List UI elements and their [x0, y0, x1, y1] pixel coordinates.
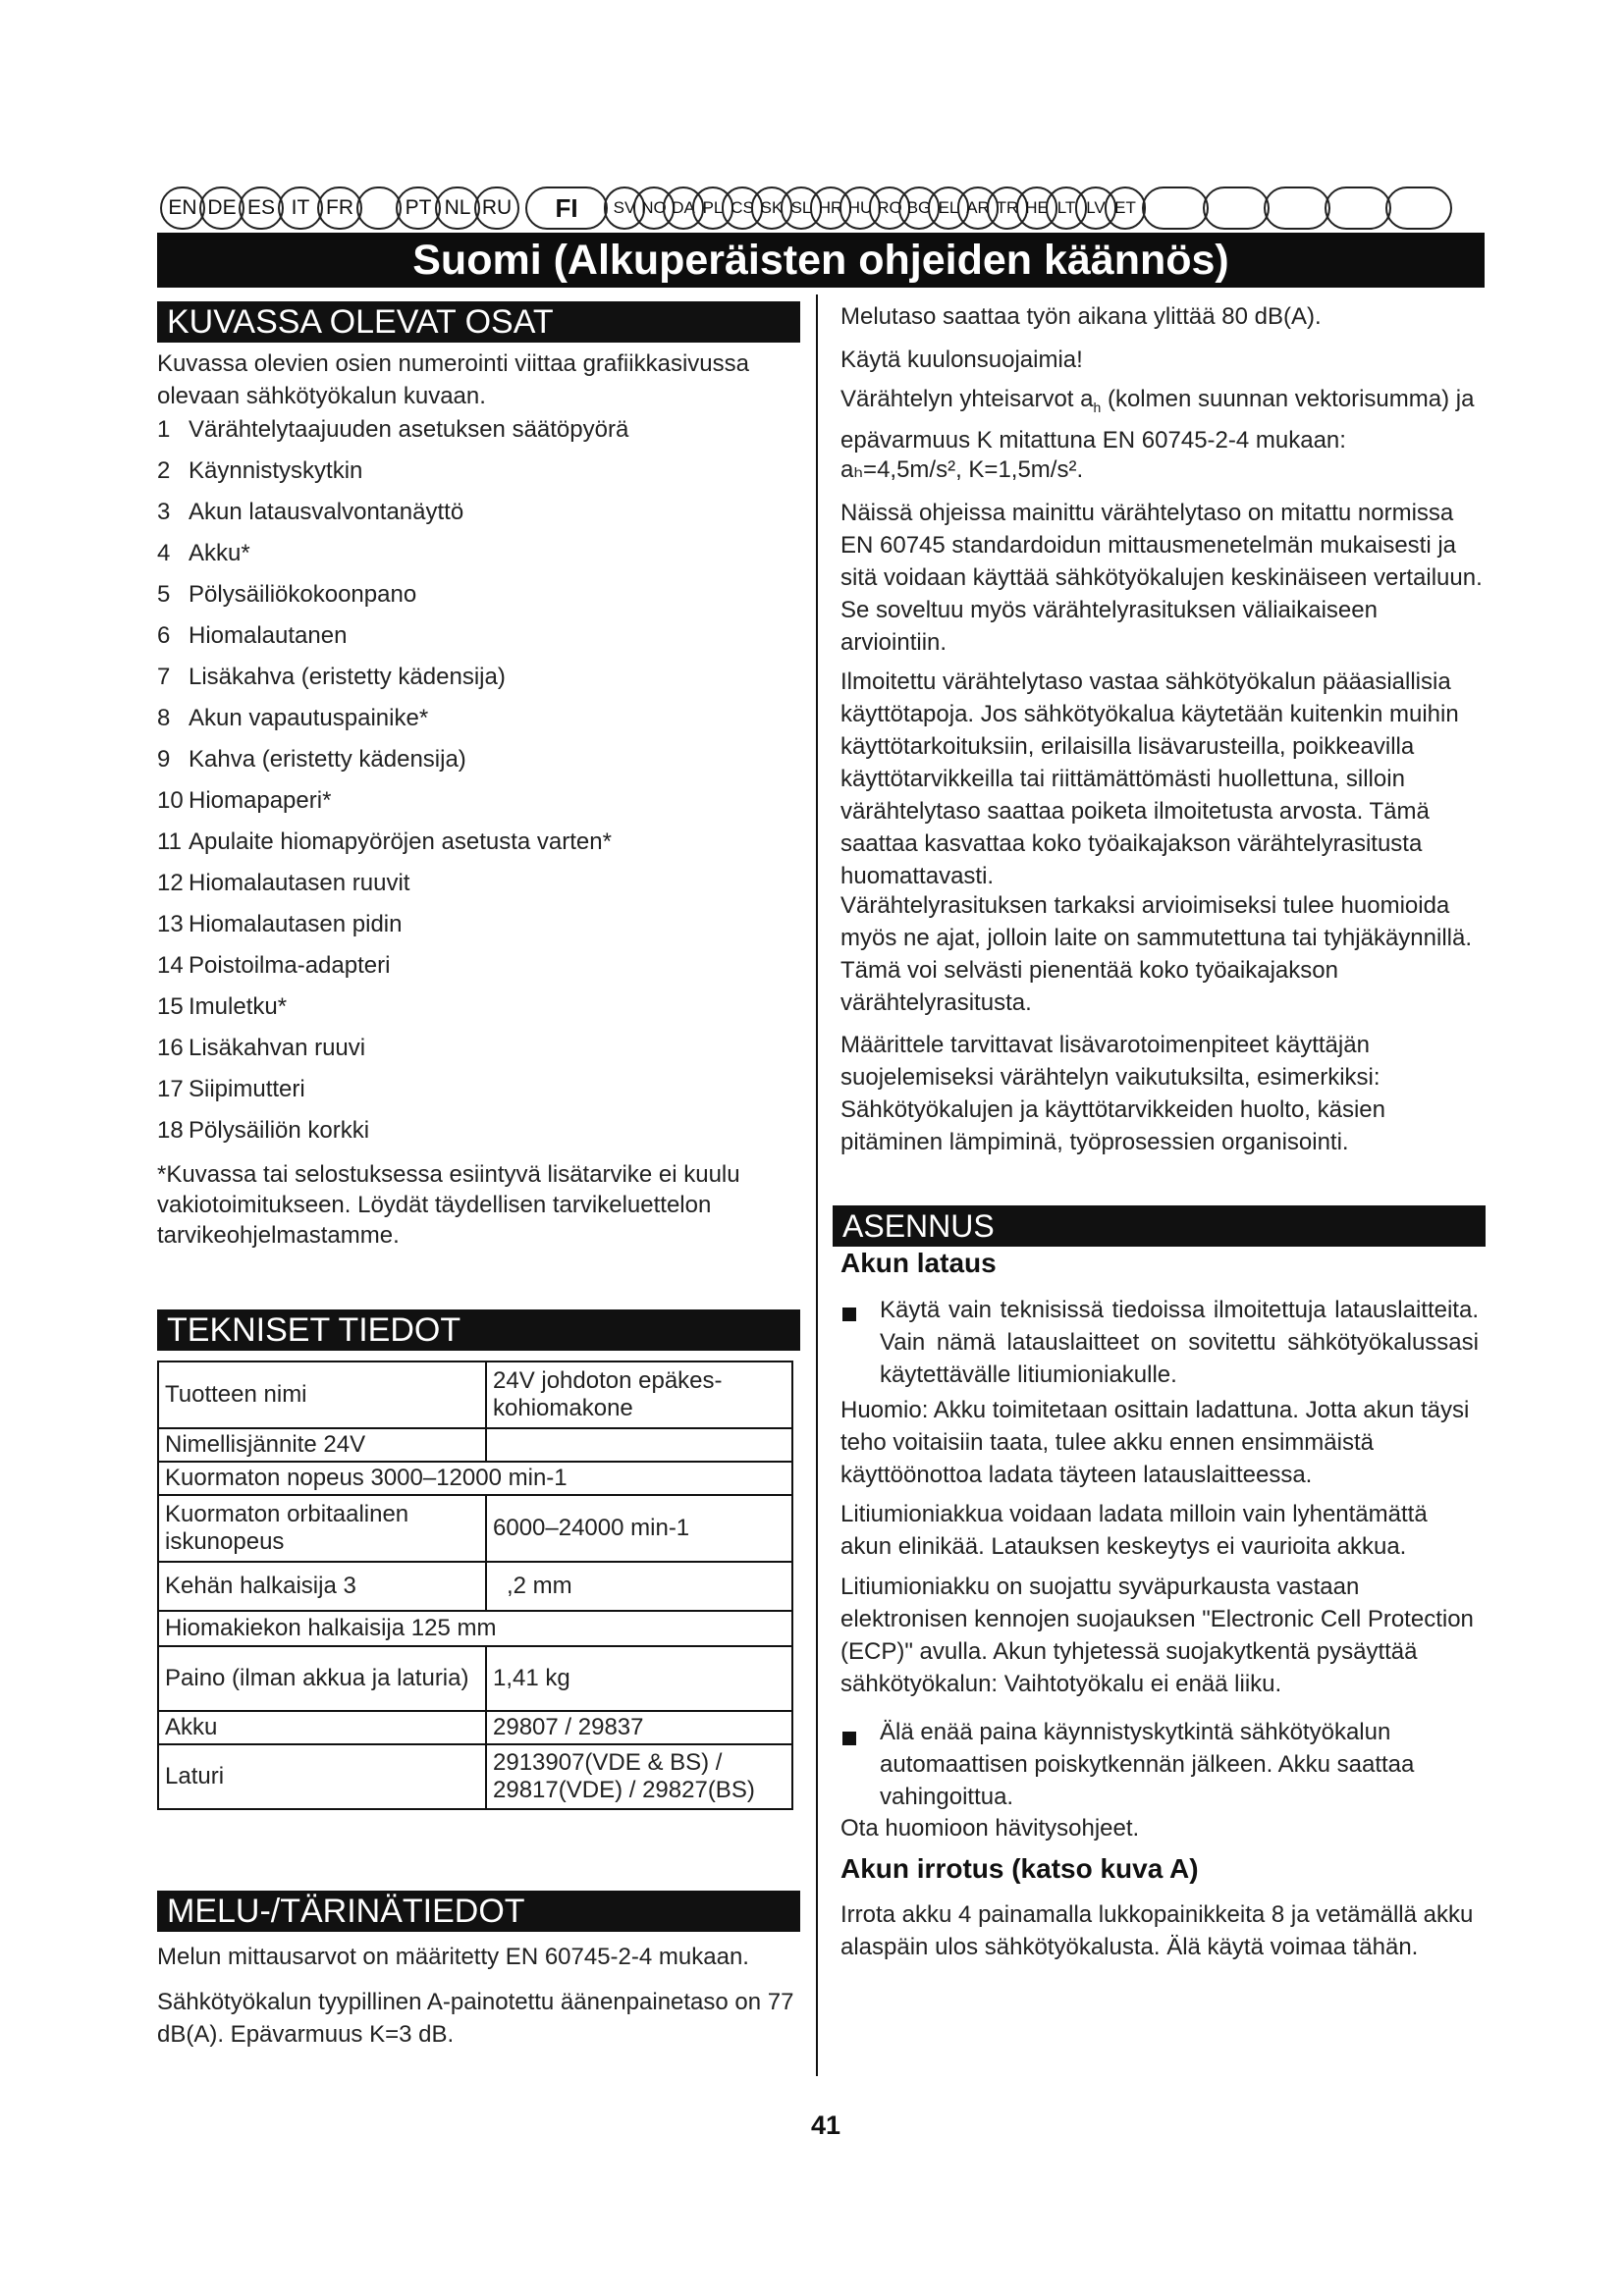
bullet-icon — [842, 1732, 856, 1745]
list-item: 9 Kahva (eristetty kädensija) — [157, 746, 466, 773]
charging-bullet-2: Älä enää paina käynnistyskytkintä sähkötyökalun automaattisen poiskytkennän jälkeen. Akku saattaa vahingoittua. — [880, 1719, 1415, 1810]
table-row: Paino (ilman akkua ja laturia) 1,41 kg — [158, 1646, 792, 1711]
language-bar — [160, 187, 1486, 232]
list-item: 15 Imuletku* — [157, 993, 288, 1020]
lang-tab-da[interactable]: DA — [663, 187, 704, 230]
table-row: Laturi 2913907(VDE & BS) / 29817(VDE) / 29827(BS) — [158, 1744, 792, 1809]
noise-level-text: Melutaso saattaa työn aikana ylittää 80 dB(A). — [840, 303, 1322, 330]
noise-paragraph-2: Sähkötyökalun tyypillinen A-painotettu äänenpainetaso on 77 dB(A). Epävarmuus K=3 dB. — [157, 1989, 794, 2048]
list-item: 1 Värähtelytaajuuden asetuksen säätöpyörä — [157, 416, 629, 443]
list-item: 3 Akun latausvalvontanäyttö — [157, 499, 464, 525]
lang-tab-empty[interactable] — [1203, 187, 1270, 230]
list-item: 6 Hiomalautanen — [157, 622, 348, 649]
list-item: 5 Pölysäiliökokoonpano — [157, 581, 417, 608]
lang-tab-el[interactable]: EL — [928, 187, 969, 230]
list-item: 4 Akku* — [157, 540, 250, 566]
table-row: Kuormaton orbitaalinen iskunopeus 6000–24000 min-1 — [158, 1495, 792, 1562]
lang-tab-pt[interactable]: PT — [396, 187, 441, 230]
vibration-paragraph-2: Ilmoitettu värähtelytaso vastaa sähkötyökalun pääasiallisia käyttötapoja. Jos sähkötyökalua käytetään kuitenkin muihin käyttötarkoituksiin, erilaisilla lisävarusteilla, poikkeavilla käyttötarvikkeilla tai riittämättömästi huollettuna, silloin värähtelytaso saattaa poiketa ilmoitetusta arvosta. Tämä saattaa kasvattaa koko työaikajakson värähtelyrasitusta huomattavasti. — [840, 668, 1459, 889]
charging-paragraph-3: Litiumioniakku on suojattu syväpurkausta vastaan elektronisen kennojen suojauksen "Electronic Cell Protection (ECP)" avulla. Akun tyhjetessä suojakytkentä pysäyttää sähkötyökalun: Vaihtotyökalu ei enää liiku. — [840, 1574, 1474, 1697]
list-item: 13 Hiomalautasen pidin — [157, 911, 403, 937]
charging-paragraph-2: Litiumioniakkua voidaan ladata milloin vain lyhentämättä akun elinikää. Latauksen keskeytys ei vaurioita akkua. — [840, 1501, 1428, 1560]
lang-tab-hu[interactable]: HU — [839, 187, 881, 230]
lang-tab-empty[interactable] — [1385, 187, 1452, 230]
lang-tab-nl[interactable]: NL — [435, 187, 480, 230]
section-heading-parts: KUVASSA OLEVAT OSAT — [157, 301, 800, 343]
table-row: Akku 29807 / 29837 — [158, 1711, 792, 1744]
lang-tab-he[interactable]: HE — [1016, 187, 1057, 230]
lang-tab-empty[interactable] — [1142, 187, 1209, 230]
lang-tab-et[interactable]: ET — [1105, 187, 1146, 230]
charging-bullet-1: Käytä vain teknisissä tiedoissa ilmoitettuja latauslaitteita. Vain nämä latauslaitteet on sovitettu sähkötyökalussasi käytettävälle litiumioniakulle. — [880, 1297, 1479, 1388]
page-banner: Suomi (Alkuperäisten ohjeiden käännös) — [157, 233, 1485, 288]
list-item: 17 Siipimutteri — [157, 1076, 305, 1102]
parts-intro: Kuvassa olevien osien numerointi viittaa grafiikkasivussa olevaan sähkötyökalun kuvaan. — [157, 350, 749, 409]
lang-tab-sl[interactable]: SL — [781, 187, 822, 230]
list-item: 10 Hiomapaperi* — [157, 787, 332, 814]
lang-tab-empty[interactable] — [1264, 187, 1330, 230]
list-item: 2 Käynnistyskytkin — [157, 457, 363, 484]
bullet-icon — [842, 1308, 856, 1321]
list-item: 18 Pölysäiliön korkki — [157, 1117, 370, 1144]
vibration-paragraph-3: Värähtelyrasituksen tarkaksi arvioimiseksi tulee huomioida myös ne ajat, jolloin laite on sammutettuna tai tyhjäkäynnillä. Tämä voi selvästi pienentää koko työaikajakson värähtelyrasitusta. — [840, 892, 1473, 1016]
subheading-battery-removal: Akun irrotus (katso kuva A) — [840, 1853, 1199, 1884]
lang-tab-cs[interactable]: CS — [722, 187, 763, 230]
lang-tab-tr[interactable]: TR — [987, 187, 1028, 230]
lang-tab-pl[interactable]: PL — [692, 187, 733, 230]
lang-tab-fr[interactable]: FR — [317, 187, 362, 230]
vibration-paragraph-4: Määrittele tarvittavat lisävarotoimenpiteet käyttäjän suojelemiseksi värähtelyn vaikutuksilta, esimerkiksi: Sähkötyökalujen ja käyttötarvikkeiden huolto, käsien pitäminen lämpiminä, työprosessien organisointi. — [840, 1032, 1385, 1155]
list-item: 16 Lisäkahvan ruuvi — [157, 1035, 366, 1061]
disposal-note: Ota huomioon hävitysohjeet. — [840, 1815, 1140, 1842]
list-item: 14 Poistoilma-adapteri — [157, 952, 391, 979]
lang-tab-lv[interactable]: LV — [1075, 187, 1116, 230]
subheading-charging: Akun lataus — [840, 1248, 997, 1278]
column-divider — [816, 294, 818, 2076]
section-heading-noise: MELU-/TÄRINÄTIEDOT — [157, 1891, 800, 1932]
lang-tab-fi[interactable]: FI — [525, 187, 608, 230]
list-item: 7 Lisäkahva (eristetty kädensija) — [157, 664, 506, 690]
lang-tab-empty[interactable] — [1325, 187, 1391, 230]
lang-tab-sv[interactable]: SV — [604, 187, 645, 230]
table-row: Kuormaton nopeus 3000–12000 min-1 — [158, 1462, 792, 1495]
lang-tab-es[interactable]: ES — [239, 187, 284, 230]
page-number: 41 — [811, 2110, 841, 2140]
vibration-formula: aₕ=4,5m/s², K=1,5m/s². — [840, 456, 1084, 483]
list-item: 11 Apulaite hiomapyöröjen asetusta varten* — [157, 828, 612, 855]
list-item: 8 Akun vapautuspainike* — [157, 705, 429, 731]
table-row: Tuotteen nimi 24V johdoton epäkes-kohiomakone — [158, 1362, 792, 1428]
vibration-values-text: Värähtelyn yhteisarvot $a_h$ (kolmen suunnan vektorisumma) ja epävarmuus K mitattuna EN 60745-2-4 mukaan: — [840, 386, 1475, 454]
lang-tab-bg[interactable]: BG — [898, 187, 940, 230]
table-row: Kehän halkaisija 3 ,2 mm — [158, 1562, 792, 1611]
charging-note: Huomio: Akku toimitetaan osittain ladattuna. Jotta akun täysi teho voitaisiin taata, tulee akku ennen ensimmäistä käyttöönottoa ladata täyteen latauslaitteessa. — [840, 1397, 1470, 1488]
hearing-protection-text: Käytä kuulonsuojaimia! — [840, 347, 1083, 373]
list-item: 12 Hiomalautasen ruuvit — [157, 870, 410, 896]
section-heading-tech: TEKNISET TIEDOT — [157, 1309, 800, 1351]
table-row: Nimellisjännite 24V — [158, 1428, 792, 1462]
noise-paragraph-1: Melun mittausarvot on määritetty EN 60745-2-4 mukaan. — [157, 1944, 749, 1970]
lang-tab-ar[interactable]: AR — [957, 187, 999, 230]
table-row: Hiomakiekon halkaisija 125 mm — [158, 1611, 792, 1646]
lang-tab-hr[interactable]: HR — [810, 187, 851, 230]
section-heading-asennus: ASENNUS — [833, 1205, 1486, 1247]
tech-spec-table — [157, 1361, 793, 1810]
vibration-paragraph-1: Näissä ohjeissa mainittu värähtelytaso on mitattu normissa EN 60745 standardoidun mittausmenetelmän mukaisesti ja sitä voidaan käyttää sähkötyökalujen keskinäiseen vertailuun. Se soveltuu myös värähtelyrasituksen väliaikaiseen arviointiin. — [840, 500, 1483, 656]
lang-tab-sk[interactable]: SK — [751, 187, 792, 230]
lang-tab-it[interactable]: IT — [278, 187, 323, 230]
lang-tab-en[interactable]: EN — [160, 187, 205, 230]
parts-footnote: *Kuvassa tai selostuksessa esiintyvä lisätarvike ei kuulu vakiotoimitukseen. Löydät täydellisen tarvikeluettelon tarvikeohjelmastamme. — [157, 1161, 740, 1249]
lang-tab-de[interactable]: DE — [199, 187, 244, 230]
lang-tab-ro[interactable]: RO — [869, 187, 910, 230]
battery-removal-text: Irrota akku 4 painamalla lukkopainikkeita 8 ja vetämällä akku alaspäin ulos sähkötyökalusta. Älä käytä voimaa tähän. — [840, 1901, 1474, 1960]
lang-tab-lt[interactable]: LT — [1046, 187, 1087, 230]
lang-tab-ru[interactable]: RU — [474, 187, 519, 230]
lang-tab-no[interactable]: NO — [633, 187, 675, 230]
parts-list — [157, 409, 628, 1151]
